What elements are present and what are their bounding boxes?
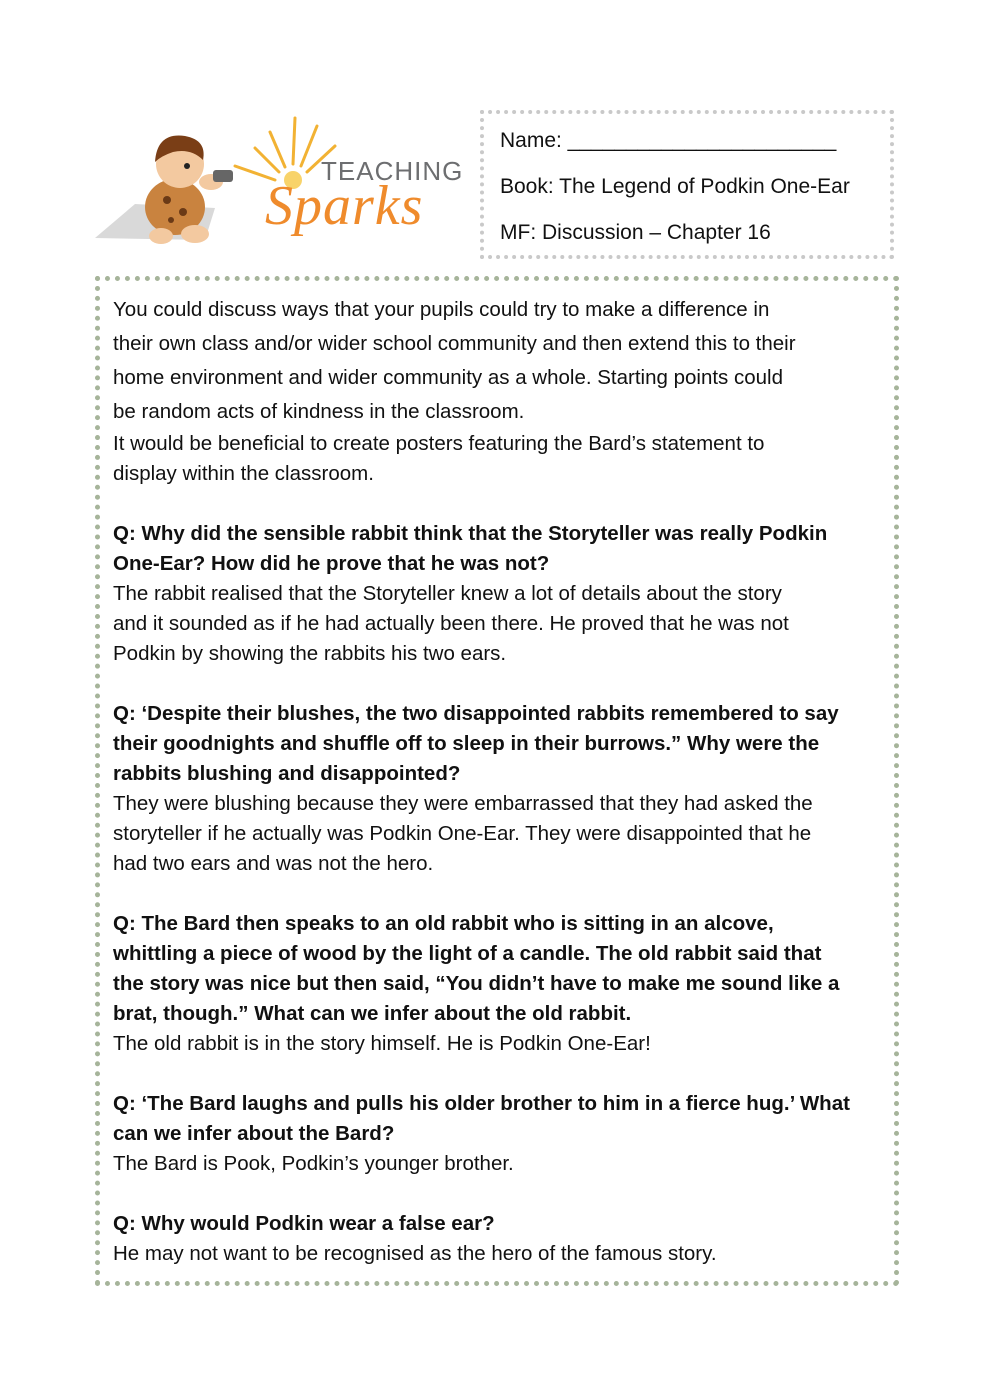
answer: They were blushing because they were embarrassed that they had asked the storyteller if he actually was Podkin One-Ear. They were disappointed that he had two ears and was not the hero.: [113, 792, 813, 875]
question: Q: ‘Despite their blushes, the two disappointed rabbits remembered to say their goodnights and shuffle off to sleep in their burrows.” Why were the rabbits blushing and disappointed?: [113, 702, 839, 785]
question: Q: Why did the sensible rabbit think that the Storyteller was really Podkin One-Ear? How did he prove that he was not?: [113, 522, 828, 575]
intro-paragraph-2: It would be beneficial to create posters featuring the Bard’s statement to display within the classroom.: [113, 432, 765, 485]
qa-item: [113, 909, 884, 1059]
teaching-sparks-logo: [95, 112, 465, 262]
book-line: Book: The Legend of Podkin One-Ear: [500, 175, 850, 198]
qa-item: [113, 1209, 884, 1269]
question: Q: The Bard then speaks to an old rabbit who is sitting in an alcove, whittling a piece of wood by the light of a candle. The old rabbit said that the story was nice but then said, “You didn’t have to make me sound like a brat, though.” What can we infer about the old rabbit.: [113, 912, 840, 1025]
logo-teaching-text: TEACHING: [321, 156, 464, 186]
discussion-box: [95, 276, 899, 1286]
question: Q: ‘The Bard laughs and pulls his older brother to him in a fierce hug.’ What can we infer about the Bard?: [113, 1092, 850, 1145]
info-box: [480, 110, 894, 259]
answer: The rabbit realised that the Storyteller knew a lot of details about the story and it sounded as if he had actually been there. He proved that he was not Podkin by showing the rabbits his two ears.: [113, 582, 789, 665]
mf-line: MF: Discussion – Chapter 16: [500, 221, 771, 244]
answer: The Bard is Pook, Podkin’s younger brother.: [113, 1152, 514, 1175]
qa-item: [113, 699, 884, 879]
answer: The old rabbit is in the story himself. He is Podkin One-Ear!: [113, 1032, 651, 1055]
qa-item: [113, 519, 884, 669]
logo-sparks-text: Sparks: [265, 175, 424, 237]
answer: He may not want to be recognised as the hero of the famous story.: [113, 1242, 717, 1265]
qa-item: [113, 1089, 884, 1179]
question: Q: Why would Podkin wear a false ear?: [113, 1212, 495, 1235]
intro-paragraph-1: You could discuss ways that your pupils could try to make a difference in their own class and/or wider school community and then extend this to their home environment and wider community as a whole. Starting points could be random acts of kindness in the classroom.: [113, 298, 796, 423]
name-line: Name: _______________________: [500, 129, 837, 152]
